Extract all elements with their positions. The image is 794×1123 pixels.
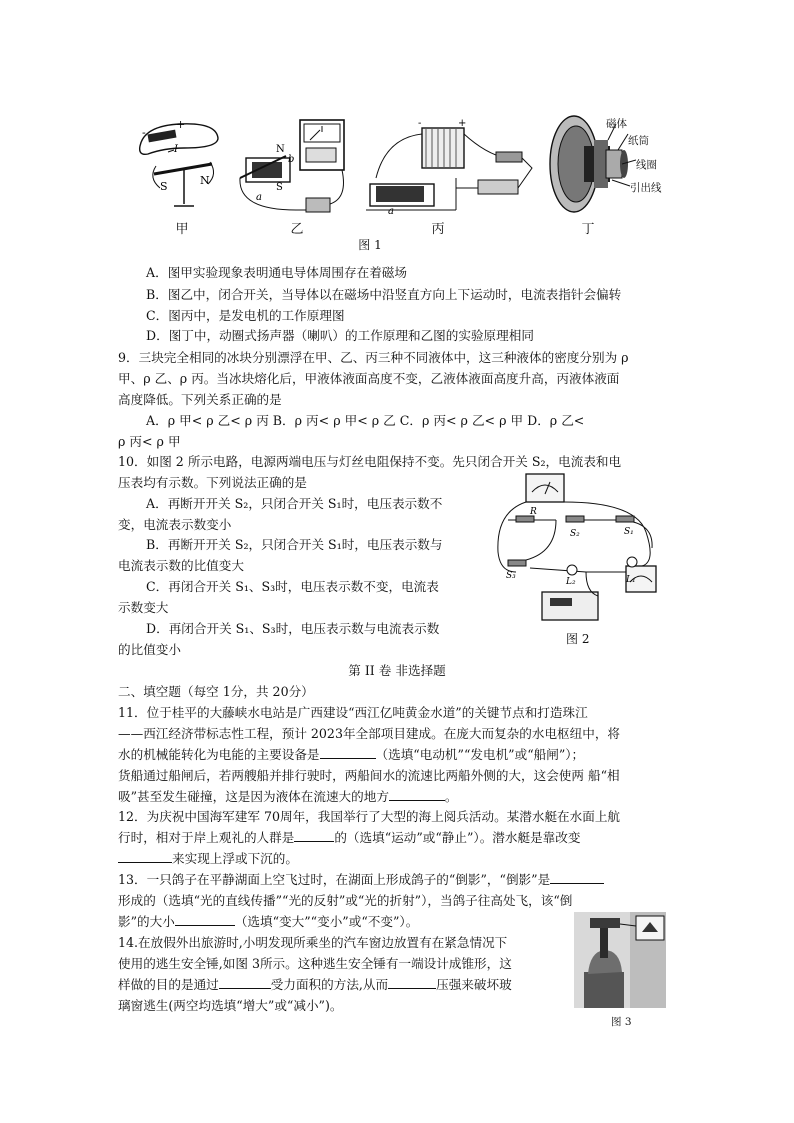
q11-line-3-text-a: 水的机械能转化为电能的主要设备是 xyxy=(118,747,320,762)
figure-label-jia: 甲 xyxy=(175,222,189,237)
q10-option-c-1: C．再闭合开关 S₁、S₃时，电压表示数不变，电流表 xyxy=(146,579,439,594)
ding-magnet-label: 磁体 xyxy=(606,118,627,130)
q10-option-d-1: D．再闭合开关 S₁、S₃时，电压表示数与电流表示数 xyxy=(146,621,440,636)
section-2-title: 第 II 卷 非选择题 xyxy=(348,663,446,678)
yi-north-mark: N xyxy=(276,144,285,155)
q14-line-3 xyxy=(118,975,512,994)
jia-south-mark: S xyxy=(160,180,168,193)
q13-line-1 xyxy=(118,870,604,889)
bing-plus-mark: + xyxy=(458,118,467,129)
q12-answer-blank-2[interactable] xyxy=(118,850,172,863)
q13-line-3-text-a: 影”的大小 xyxy=(118,914,175,929)
fig2-l1-mark: L₁ xyxy=(626,575,636,585)
fig2-s2-mark: S₂ xyxy=(570,529,580,539)
q12-line-2-text-a: 行时，相对于岸上观礼的人群是 xyxy=(118,830,295,845)
q10-option-b-1: B．再断开开关 S₂，只闭合开关 S₁时，电压表示数与 xyxy=(146,537,443,552)
figure-yi-drawing xyxy=(236,118,356,218)
jia-north-mark: N xyxy=(200,174,210,187)
yi-south-mark: S xyxy=(276,182,283,193)
q13-answer-blank-2[interactable] xyxy=(175,913,235,926)
q11-line-1: 11．位于桂平的大藤峡水电站是广西建设“西江亿吨黄金水道”的关键节点和打造珠江 xyxy=(118,705,588,720)
yi-a-mark: a xyxy=(256,192,262,203)
fig2-s1-mark: S₁ xyxy=(624,527,634,537)
figure-3-safety-hammer xyxy=(574,912,666,1008)
q9-line-2: 甲、ρ 乙、ρ 丙。当冰块熔化后，甲液体液面高度不变，乙液体液面高度升高，丙液体液面 xyxy=(118,371,620,386)
q13-line-3-text-b: （选填“变大”“变小”或“不变”）。 xyxy=(234,914,419,929)
q11-answer-blank-2[interactable] xyxy=(389,788,445,801)
q8-option-d: D．图丁中，动圈式扬声器（喇叭）的工作原理和乙图的实验原理相同 xyxy=(146,328,534,343)
q11-line-5 xyxy=(118,787,458,806)
figure-jia-drawing xyxy=(134,118,224,218)
q12-line-2-text-b: 的（选填“运动”或“静止”）。潜水艇是靠改变 xyxy=(334,830,581,845)
q11-line-3 xyxy=(118,745,584,764)
figure-label-yi: 乙 xyxy=(290,222,304,237)
q10-line-1: 10．如图 2 所示电路，电源两端电压与灯丝电阻保持不变。先只闭合开关 S₂，电流表和电 xyxy=(118,454,622,469)
q14-line-4: 璃窗逃生(两空均选填“增大”或“减小”)。 xyxy=(118,998,343,1013)
figure-3-caption: 图 3 xyxy=(611,1016,632,1028)
q10-option-a-1: A．再断开开关 S₂，只闭合开关 S₁时，电压表示数不 xyxy=(146,496,443,511)
q12-answer-blank-1[interactable] xyxy=(294,829,334,842)
figure-1-caption: 图 1 xyxy=(358,238,382,252)
figure-label-ding: 丁 xyxy=(581,222,595,237)
q12-line-1: 12．为庆祝中国海军建军 70周年，我国举行了大型的海上阅兵活动。某潜水艇在水面上航 xyxy=(118,809,621,824)
q14-line-3-text-b: 受力面积的方法,从而 xyxy=(270,977,389,992)
q13-line-3 xyxy=(118,912,418,931)
fig2-s3-mark: S₃ xyxy=(506,571,516,581)
q11-line-4: 货船通过船闸后，若两艘船并排行驶时，两船间水的流速比两船外侧的大，这会使两 船“相 xyxy=(118,768,620,783)
q14-line-3-text-a: 样做的目的是通过 xyxy=(118,977,219,992)
jia-minus-mark: - xyxy=(142,126,146,139)
ding-paper-cone-label: 纸筒 xyxy=(628,135,649,147)
q12-line-3 xyxy=(118,849,298,868)
q8-option-a: A．图甲实验现象表明通电导体周围存在着磁场 xyxy=(146,265,407,280)
ding-coil-label: 线圈 xyxy=(636,159,657,171)
q10-option-b-2: 电流表示数的比值变大 xyxy=(118,558,244,573)
q10-option-d-2: 的比值变小 xyxy=(118,642,181,657)
fig2-l2-mark: L₂ xyxy=(566,577,576,587)
q14-line-3-text-c: 压强来破坏玻 xyxy=(436,977,512,992)
fill-in-heading: 二、填空题（每空 1分，共 20分） xyxy=(118,684,314,699)
q11-line-2: ——西江经济带标志性工程，预计 2023年全部项目建成。在庞大而复杂的水电枢纽中，将 xyxy=(118,726,621,741)
bing-a-mark: a xyxy=(388,206,394,217)
q13-line-1-text: 13．一只鸽子在平静湖面上空飞过时，在湖面上形成鸽子的“倒影”，“倒影”是 xyxy=(118,872,551,887)
q9-options-wrap: ρ 丙< ρ 甲 xyxy=(118,434,181,449)
jia-current-mark: I xyxy=(174,144,178,155)
ding-lead-label: 引出线 xyxy=(630,182,662,194)
q13-line-2: 形成的（选填“光的直线传播”“光的反射”或“光的折射”），当鸽子往高处飞，该“倒 xyxy=(118,893,573,908)
q12-line-3-text-b: 来实现上浮或下沉的。 xyxy=(172,851,298,866)
figure-bing-drawing xyxy=(366,118,536,218)
q11-line-5-text-a: 吸”甚至发生碰撞，这是因为液体在流速大的地方 xyxy=(118,789,389,804)
q14-answer-blank-2[interactable] xyxy=(388,976,436,989)
q10-line-2: 压表均有示数。下列说法正确的是 xyxy=(118,475,307,490)
figure-label-bing: 丙 xyxy=(431,222,445,237)
figure-2-circuit xyxy=(486,472,662,622)
q14-line-1: 14.在放假外出旅游时,小明发现所乘坐的汽车窗边放置有在紧急情况下 xyxy=(118,935,508,950)
q11-answer-blank-1[interactable] xyxy=(320,746,376,759)
q10-option-c-2: 示数变大 xyxy=(118,600,169,615)
q8-option-b: B．图乙中，闭合开关，当导体以在磁场中沿竖直方向上下运动时，电流表指针会偏转 xyxy=(146,287,622,302)
q9-line-3: 高度降低。下列关系正确的是 xyxy=(118,392,282,407)
yi-b-mark: b xyxy=(288,154,295,165)
q14-answer-blank-1[interactable] xyxy=(219,976,271,989)
q13-answer-blank-1[interactable] xyxy=(550,871,604,884)
q12-line-2 xyxy=(118,828,580,847)
figure-2-caption: 图 2 xyxy=(566,632,590,646)
bing-minus-mark: - xyxy=(418,118,422,129)
q9-line-1: 9．三块完全相同的冰块分别漂浮在甲、乙、丙三种不同液体中，这三种液体的密度分别为 ρ xyxy=(118,350,629,365)
q8-option-c: C．图丙中，是发电机的工作原理图 xyxy=(146,308,345,323)
q11-line-3-text-b: （选填“电动机”“发电机”或“船闸”）； xyxy=(375,747,585,762)
q9-options: A．ρ 甲< ρ 乙< ρ 丙 B．ρ 丙< ρ 甲< ρ 乙 C．ρ 丙< ρ 乙< ρ 甲 D．ρ 乙< xyxy=(146,413,585,428)
fig2-r-mark: R xyxy=(530,507,537,517)
q11-line-5-text-b: 。 xyxy=(444,789,458,804)
q10-option-a-2: 变，电流表示数变小 xyxy=(118,517,232,532)
q14-line-2: 使用的逃生安全锤,如图 3所示。这种逃生安全锤有一端设计成锥形，这 xyxy=(118,956,512,971)
jia-plus-mark: + xyxy=(176,118,186,131)
